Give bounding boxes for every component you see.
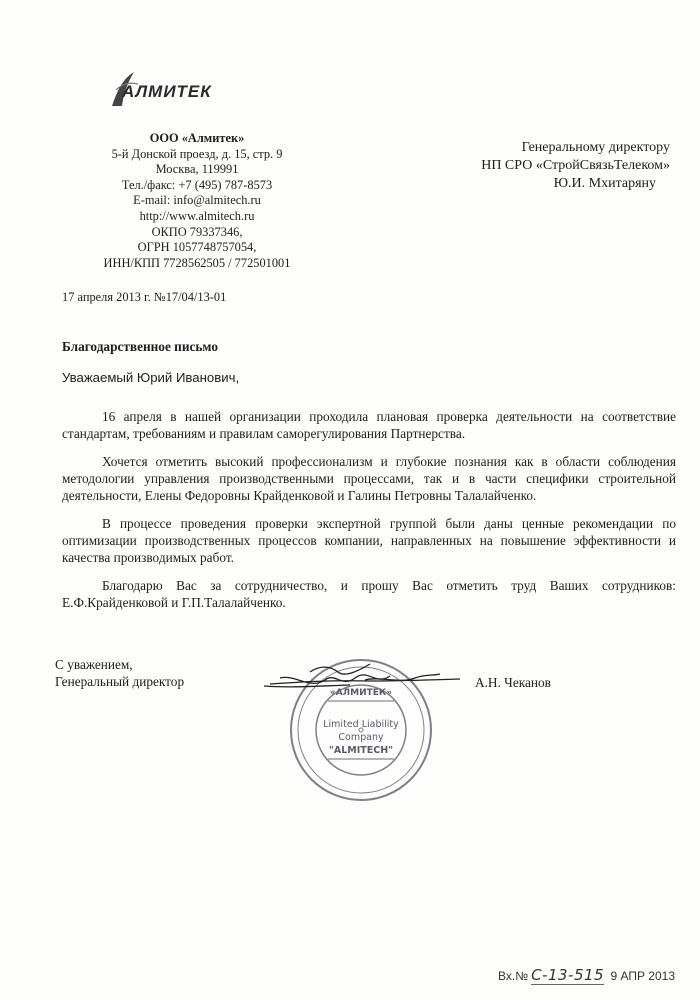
signer-name: А.Н. Чеканов [475, 675, 551, 690]
sender-city: Москва, 119991 [155, 162, 239, 177]
recipient-name: Ю.И. Мхитаряну [553, 176, 656, 191]
sender-email: E-mail: info@almitech.ru [133, 193, 261, 208]
paragraph-3: В процессе проведения проверки экспертной группой были даны ценные рекомендации по оптимизации производственных процессов компании, направленных на повышение эффективности и качества производимых работ. [62, 516, 676, 565]
sender-name: ООО «Алмитек» [149, 131, 245, 145]
sender-phone: Тел./факс: +7 (495) 787-8573 [121, 177, 273, 192]
logo-text: АЛМИТЕК [122, 82, 212, 101]
director-signature [250, 650, 480, 710]
sender-block [62, 131, 332, 271]
incoming-prefix: Вх.№ [498, 969, 529, 983]
letter-body [62, 408, 676, 622]
paragraph-1: 16 апреля в нашей организации проходила плановая проверка деятельности на соответствие стандартам, требованиям и правилам саморегулирования Партнерства. [62, 409, 676, 441]
closing-position: Генеральный директор [55, 674, 185, 689]
sender-okpo: ОКПО 79337346, [151, 224, 243, 239]
paragraph-2: Хочется отметить высокий профессионализм и глубокие познания как в области соблюдения методологии управления производственными процессами, так и в части специфики строительной деятельности, Елены Федоровны Крайденковой и Галины Петровны Талалайченко. [62, 454, 676, 503]
recipient-position: Генеральному директору [521, 140, 670, 155]
sender-inn: ИНН/КПП 7728562505 / 772501001 [103, 255, 291, 270]
paragraph-4: Благодарю Вас за сотрудничество, и прошу Вас отметить труд Ваших сотрудников: Е.Ф.Крайденковой и Г.П.Талалайченко. [62, 578, 676, 610]
letter-title: Благодарственное письмо [62, 339, 218, 354]
closing-block [55, 656, 184, 690]
stamp-line1: Limited Liability [323, 719, 399, 730]
recipient-block [430, 139, 670, 193]
incoming-registration [498, 966, 675, 984]
stamp-line3: "ALMITECH" [328, 745, 394, 756]
incoming-date: 9 АПР 2013 [610, 969, 675, 983]
incoming-number: С-13-515 [531, 966, 605, 984]
date-line: 17 апреля 2013 г. №17/04/13-01 [62, 290, 227, 304]
sender-address: 5-й Донской проезд, д. 15, стр. 9 [111, 146, 283, 161]
stamp-line2: Company [338, 732, 384, 743]
greeting: Уважаемый Юрий Иванович, [62, 370, 240, 385]
recipient-org: НП СРО «СтройСвязьТелеком» [481, 158, 670, 173]
stamp-top-text: «АЛМИТЕК» [329, 688, 393, 698]
company-logo [108, 68, 248, 112]
sender-ogrn: ОГРН 1057748757054, [137, 240, 257, 255]
closing-regards: С уважением, [55, 657, 133, 672]
signature-icon [250, 650, 480, 710]
sender-website: http://www.almitech.ru [139, 208, 255, 223]
